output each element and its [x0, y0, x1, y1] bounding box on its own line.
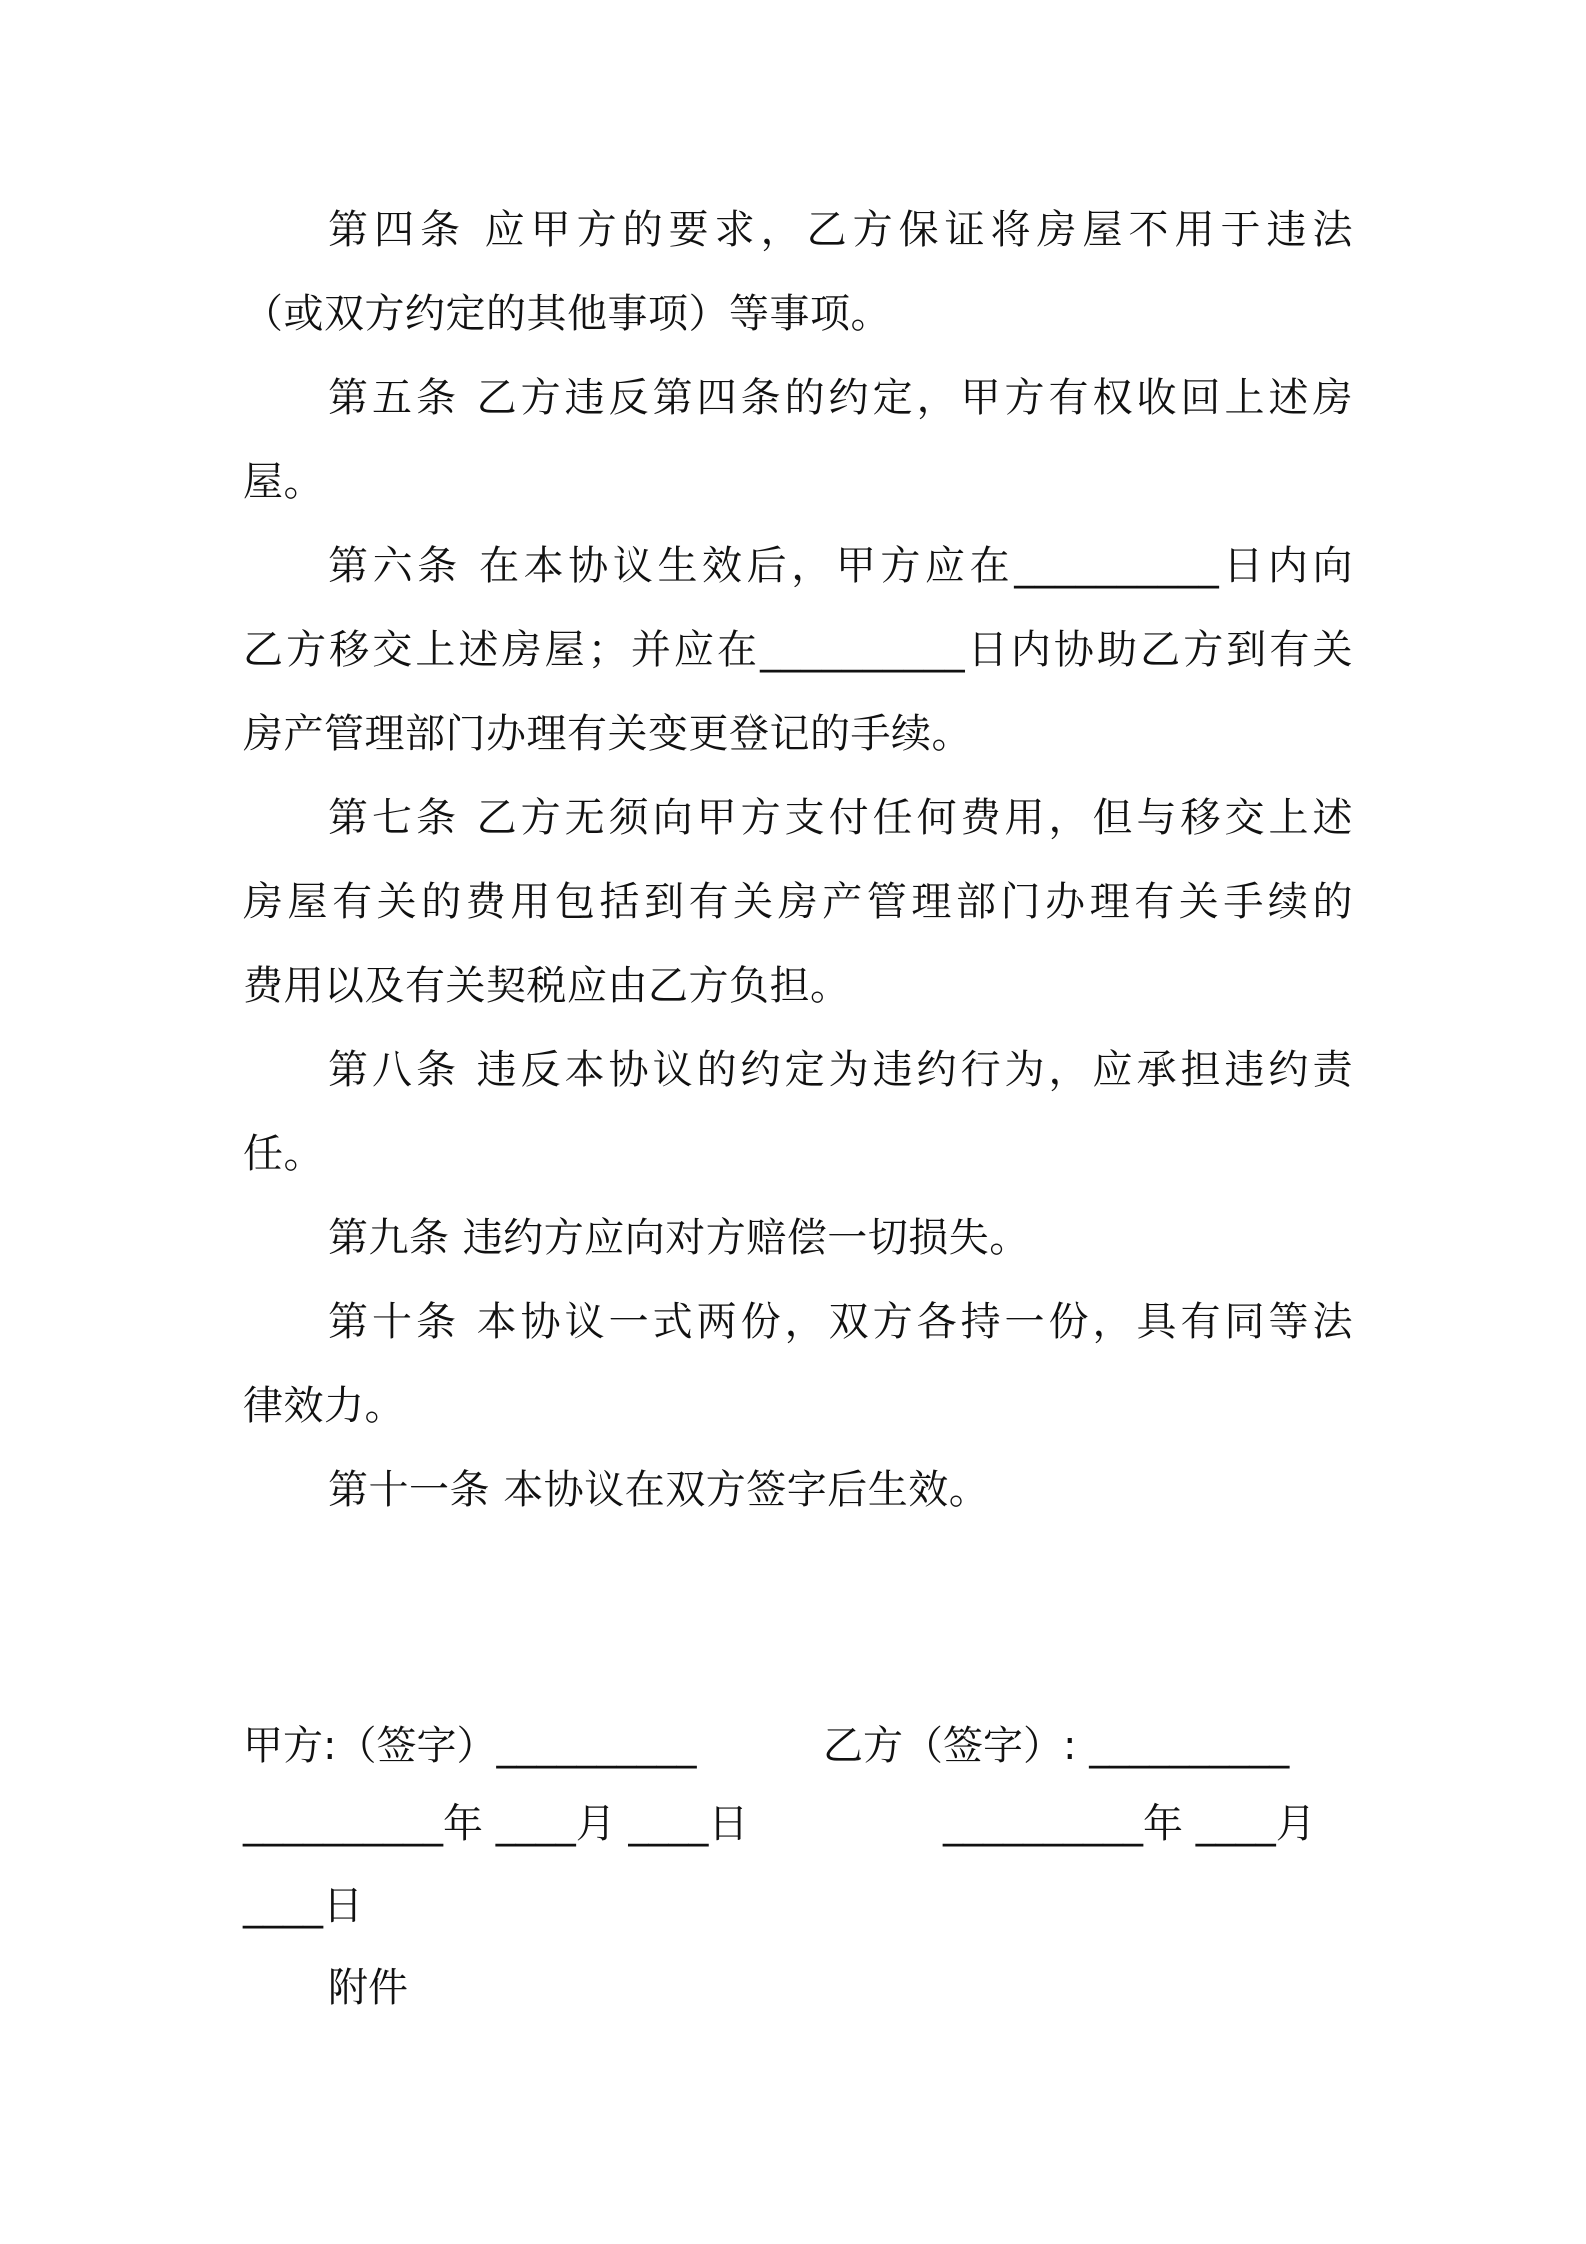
- party-a-signature: 甲方:（签字）__________: [243, 1723, 697, 1769]
- article-7-line-1: 第七条 乙方无须向甲方支付任何费用，但与移交上述: [328, 795, 1353, 841]
- party-b-signature: 乙方（签字）: __________: [823, 1723, 1290, 1769]
- article-7-line-2: 房屋有关的费用包括到有关房产管理部门办理有关手续的: [243, 879, 1353, 925]
- article-8-line-2: 任。: [243, 1131, 324, 1177]
- article-6-line-1: 第六条 在本协议生效后，甲方应在__________日内向: [328, 543, 1353, 589]
- article-10-line-2: 律效力。: [243, 1383, 405, 1429]
- article-8-line-1: 第八条 违反本协议的约定为违约行为，应承担违约责: [328, 1047, 1353, 1093]
- party-b-date-day: ____日: [243, 1883, 363, 1929]
- article-9-line-1: 第九条 违约方应向对方赔偿一切损失。: [328, 1215, 1030, 1261]
- article-6-line-2: 乙方移交上述房屋；并应在__________日内协助乙方到有关: [243, 627, 1353, 673]
- article-4-line-1: 第四条 应甲方的要求，乙方保证将房屋不用于违法: [328, 207, 1353, 253]
- article-10-line-1: 第十条 本协议一式两份，双方各持一份，具有同等法: [328, 1299, 1353, 1345]
- article-4-line-2: （或双方约定的其他事项）等事项。: [243, 291, 891, 337]
- attachment-label: 附件: [328, 1965, 408, 2011]
- party-a-date: __________年 ____月 ____日: [243, 1801, 749, 1847]
- article-5-line-1: 第五条 乙方违反第四条的约定，甲方有权收回上述房: [328, 375, 1353, 421]
- article-7-line-3: 费用以及有关契税应由乙方负担。: [243, 963, 851, 1009]
- party-b-date: __________年 ____月: [943, 1801, 1316, 1847]
- article-11-line-1: 第十一条 本协议在双方签字后生效。: [328, 1467, 990, 1513]
- article-6-line-3: 房产管理部门办理有关变更登记的手续。: [243, 711, 972, 757]
- article-5-line-2: 屋。: [243, 459, 324, 505]
